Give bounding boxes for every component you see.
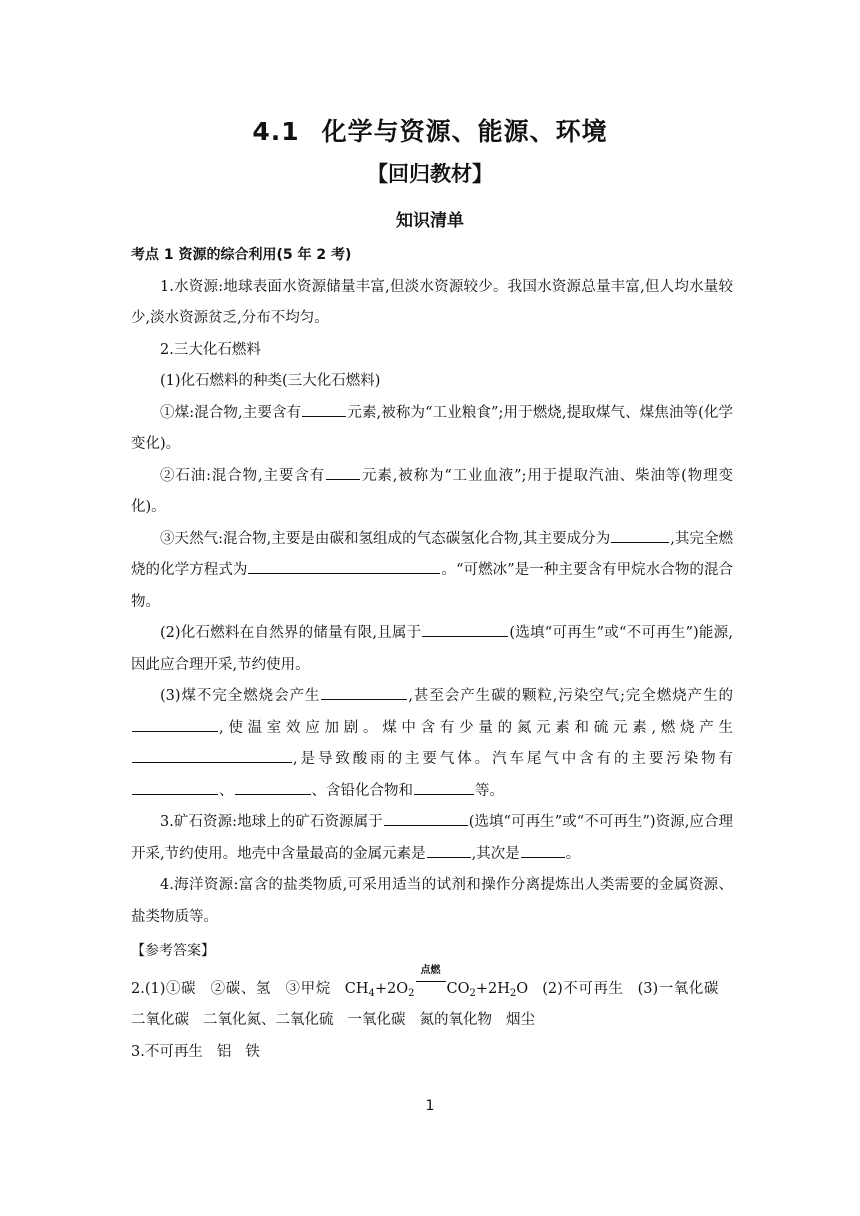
eq-part: +2H (475, 980, 510, 997)
answer-text: 烟尘 (506, 1012, 535, 1028)
text-segment: (选填“可再生”或“不可再生”)能源,因此应合理开采,节约使用。 (131, 625, 733, 673)
answers-heading: 【参考答案】 (131, 943, 215, 959)
text-segment: 。 (565, 845, 581, 862)
answer-text: 3.不可再生 (131, 1043, 203, 1060)
text-segment: ,是导致酸雨的主要气体。汽车尾气中含有的主要污染物有 (293, 751, 733, 767)
eq-part: O (516, 980, 529, 997)
text-segment: (2)化石燃料在自然界的储量有限,且属于 (160, 625, 422, 641)
answer-text: 2.(1)①碳 (131, 980, 197, 997)
page-title (0, 112, 860, 148)
answer-line-3 (131, 1037, 733, 1069)
topic-heading: 考点 1 资源的综合利用(5 年 2 考) (131, 247, 352, 263)
answer-text: 二氧化氮、二氧化硫 (203, 1012, 334, 1028)
text-segment: (3)煤不完全燃烧会产生 (160, 688, 321, 704)
paragraph-renewable (131, 618, 733, 681)
answer-text: (3)一氧化碳 (637, 980, 719, 997)
paragraph-water: 1.水资源:地球表面水资源储量丰富,但淡水资源较少。我国水资源总量丰富,但人均水量较少,淡水资源贫乏,分布不均匀。 (131, 278, 733, 326)
answer-text: 氮的氧化物 (419, 1012, 492, 1028)
fill-blank (427, 841, 471, 858)
text-segment: 元素,被称为“工业血液”;用于提取汽油、柴油等(物理变化)。 (131, 467, 733, 515)
paragraph-fuel-types: (1)化石燃料的种类(三大化石燃料) (160, 373, 381, 389)
text-segment: ③天然气:混合物,主要是由碳和氢组成的气态碳氢化合物,其主要成分为 (160, 530, 611, 547)
answer-text: 二氧化碳 (131, 1012, 189, 1028)
paragraph-fossil-fuels: 2.三大化石燃料 (160, 341, 261, 358)
text-segment: ,使温室效应加剧。煤中含有少量的氮元素和硫元素,燃烧产生 (219, 719, 733, 736)
answer-text: ③甲烷 (284, 980, 331, 997)
text-segment: ,其完全燃烧的化学方程式为 (131, 530, 733, 578)
fill-blank (132, 746, 292, 763)
eq-subscript: 4 (368, 987, 375, 999)
text-segment: ,甚至会产生碳的颗粒,污染空气;完全燃烧产生的 (408, 688, 733, 704)
fill-blank (235, 778, 311, 795)
fill-blank (132, 778, 218, 795)
section-heading: 知识清单 (396, 211, 464, 231)
fill-blank (326, 463, 360, 480)
paragraph-coal (131, 398, 733, 461)
fill-blank (422, 620, 508, 637)
text-segment: 、 (219, 782, 234, 799)
paragraph-oil (131, 461, 733, 524)
fill-blank (321, 683, 407, 700)
answer-line-2 (131, 964, 733, 1037)
fill-blank (302, 400, 346, 417)
answer-text: 铝 (216, 1043, 232, 1060)
title-text: 化学与资源、能源、环境 (321, 117, 608, 146)
text-segment: ②石油:混合物,主要含有 (160, 467, 326, 484)
page-number: 1 (425, 1098, 435, 1114)
text-segment: 等。 (475, 782, 504, 799)
eq-part: +2O (374, 980, 409, 997)
answer-text: (2)不可再生 (542, 980, 624, 997)
text-segment: ①煤:混合物,主要含有 (160, 404, 302, 421)
text-segment: (选填“可再生”或“不可再生”)资源,应合理开采,节约使用。地壳中含量最高的金属元素是 (131, 814, 734, 862)
text-segment: 元素,被称为“工业粮食”;用于燃烧,提取煤气、煤焦油等(化学变化)。 (131, 404, 733, 452)
chemical-equation (344, 964, 529, 999)
section-number: 4.1 (252, 117, 300, 146)
text-segment: 、含铅化合物和 (311, 782, 413, 799)
fill-blank (611, 526, 669, 543)
text-segment: ,其次是 (471, 845, 520, 862)
fill-blank (248, 557, 440, 574)
condition-label: 点燃 (420, 964, 441, 976)
eq-subscript: 2 (408, 987, 415, 999)
eq-part: CH (344, 980, 369, 997)
fill-blank (521, 841, 565, 858)
eq-subscript: 2 (509, 987, 517, 999)
answer-text: ②碳、氢 (210, 980, 271, 997)
answer-text: 一氧化碳 (347, 1012, 406, 1028)
fill-blank (384, 809, 468, 826)
eq-part: CO (446, 980, 470, 997)
paragraph-minerals (131, 807, 733, 870)
fill-blank (414, 778, 474, 795)
paragraph-pollution (131, 681, 733, 807)
eq-subscript: 2 (469, 987, 476, 999)
reaction-condition (416, 964, 446, 993)
document-body (131, 240, 733, 1068)
page-subtitle: 【回归教材】 (367, 162, 493, 186)
answer-text: 铁 (245, 1043, 260, 1060)
fill-blank (132, 715, 218, 732)
text-segment: 3.矿石资源:地球上的矿石资源属于 (160, 814, 383, 830)
text-segment: 。“可燃冰”是一种主要含有甲烷水合物的混合物。 (131, 562, 734, 610)
paragraph-natural-gas (131, 524, 733, 619)
paragraph-ocean: 4.海洋资源:富含的盐类物质,可采用适当的试剂和操作分离提炼出人类需要的金属资源、盐类物质等。 (131, 877, 733, 925)
